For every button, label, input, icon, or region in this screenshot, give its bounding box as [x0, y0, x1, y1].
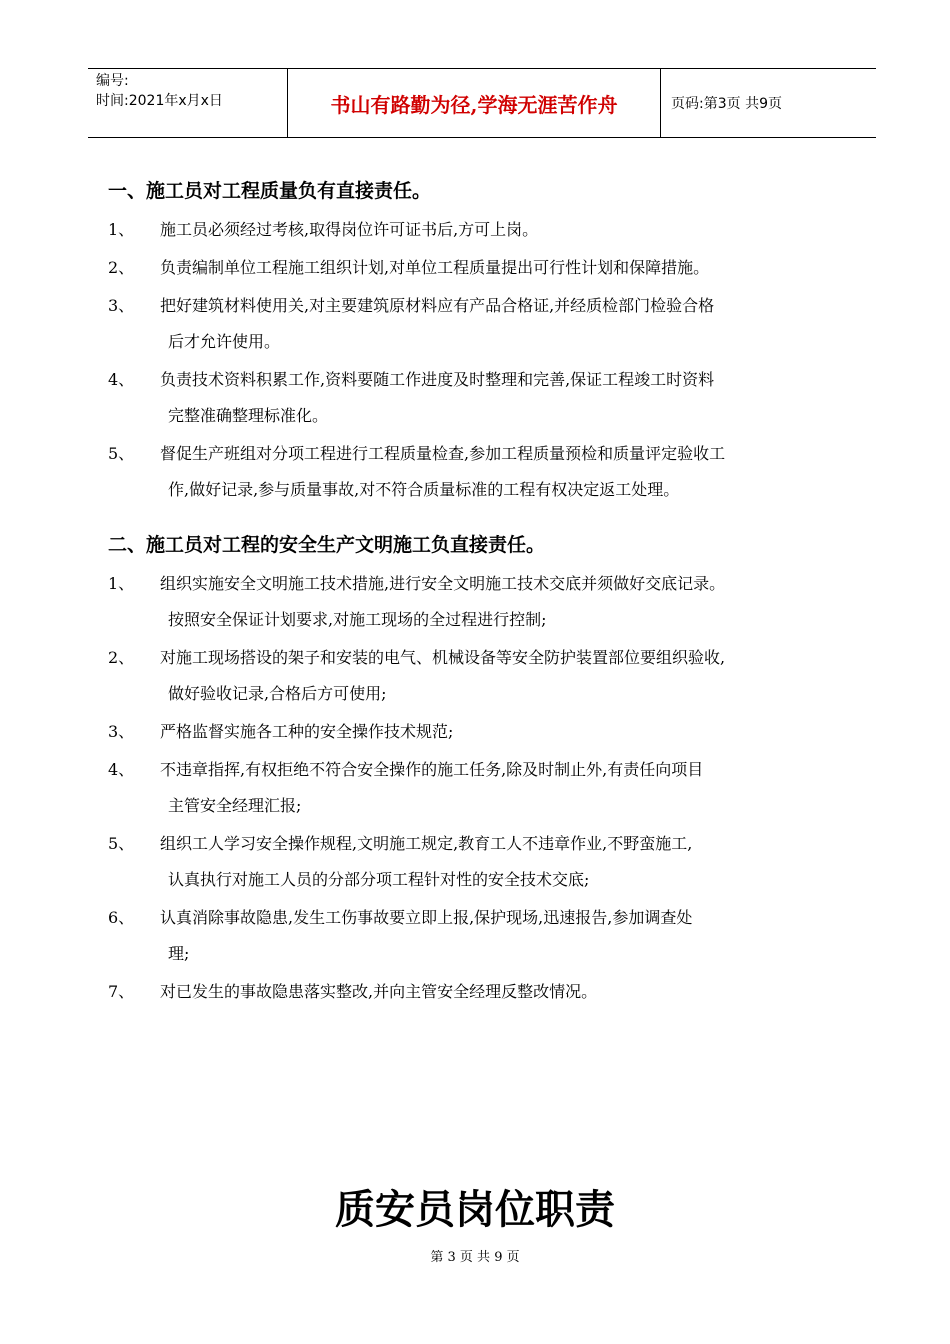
list-item-line: 对施工现场搭设的架子和安装的电气、机械设备等安全防护装置部位要组织验收,	[160, 648, 726, 667]
list-item	[108, 362, 868, 434]
header-page-info: 页码:第3页 共9页	[671, 96, 782, 112]
list-item-line: 督促生产班组对分项工程进行工程质量检查,参加工程质量预检和质量评定验收工	[160, 444, 726, 463]
section-title: 二、施工员对工程的安全生产文明施工负直接责任。	[108, 534, 546, 556]
list-item-line: 负责编制单位工程施工组织计划,对单位工程质量提出可行性计划和保障措施。	[160, 258, 710, 277]
list-item-text	[160, 566, 868, 638]
list-item-text	[160, 974, 868, 1010]
list-item	[108, 714, 868, 750]
list-item-number: 4、	[108, 370, 135, 389]
list-item	[108, 900, 868, 972]
list-item-number: 2、	[108, 258, 135, 277]
list-item-line: 主管安全经理汇报;	[168, 796, 302, 815]
list-item	[108, 288, 868, 360]
list-item-number: 3、	[108, 722, 135, 741]
list-item-text	[160, 288, 868, 360]
page-header	[88, 68, 876, 138]
list-item	[108, 212, 868, 248]
list-item-line: 组织工人学习安全操作规程,文明施工规定,教育工人不违章作业,不野蛮施工,	[160, 834, 693, 853]
next-section-title: 质安员岗位职责	[335, 1186, 615, 1233]
list-item-number: 5、	[108, 834, 135, 853]
list-item-line: 完整准确整理标准化。	[168, 406, 329, 425]
header-motto: 书山有路勤为径,学海无涯苦作舟	[288, 69, 661, 137]
list-item	[108, 250, 868, 286]
list-item-text	[160, 436, 868, 508]
list-item-text	[160, 212, 868, 248]
list-item	[108, 436, 868, 508]
page-footer: 第 3 页 共 9 页	[430, 1250, 520, 1265]
list-item-line: 后才允许使用。	[168, 332, 281, 351]
list-item	[108, 640, 868, 712]
list-item-line: 严格监督实施各工种的安全操作技术规范;	[160, 722, 454, 741]
list-item-line: 做好验收记录,合格后方可使用;	[168, 684, 387, 703]
header-meta	[88, 69, 288, 137]
list-item-line: 不违章指挥,有权拒绝不符合安全操作的施工任务,除及时制止外,有责任向项目	[160, 760, 704, 779]
list-item	[108, 752, 868, 824]
list-item-text	[160, 640, 868, 712]
list-item-line: 理;	[168, 944, 190, 963]
list-item-number: 1、	[108, 220, 135, 239]
list-item	[108, 566, 868, 638]
list-item	[108, 974, 868, 1010]
list-item-line: 负责技术资料积累工作,资料要随工作进度及时整理和完善,保证工程竣工时资料	[160, 370, 715, 389]
list-item-line: 把好建筑材料使用关,对主要建筑原材料应有产品合格证,并经质检部门检验合格	[160, 296, 715, 315]
list-item-number: 4、	[108, 760, 135, 779]
list-item-text	[160, 752, 868, 824]
section-title: 一、施工员对工程质量负有直接责任。	[108, 180, 432, 202]
header-number: 编号:	[96, 73, 129, 89]
list-item-line: 认真消除事故隐患,发生工伤事故要立即上报,保护现场,迅速报告,参加调查处	[160, 908, 693, 927]
list-item-number: 7、	[108, 982, 135, 1001]
list-item-text	[160, 250, 868, 286]
list-item-number: 3、	[108, 296, 135, 315]
list-item-line: 组织实施安全文明施工技术措施,进行安全文明施工技术交底并须做好交底记录。	[160, 574, 726, 593]
list-item-text	[160, 900, 868, 972]
list-item-line: 认真执行对施工人员的分部分项工程针对性的安全技术交底;	[168, 870, 590, 889]
list-item	[108, 826, 868, 898]
list-item-number: 5、	[108, 444, 135, 463]
list-item-line: 作,做好记录,参与质量事故,对不符合质量标准的工程有权决定返工处理。	[168, 480, 680, 499]
list-item-text	[160, 362, 868, 434]
list-item-number: 1、	[108, 574, 135, 593]
list-item-line: 对已发生的事故隐患落实整改,并向主管安全经理反整改情况。	[160, 982, 598, 1001]
list-item-text	[160, 826, 868, 898]
list-item-number: 6、	[108, 908, 135, 927]
list-item-line: 按照安全保证计划要求,对施工现场的全过程进行控制;	[168, 610, 547, 629]
list-item-text	[160, 714, 868, 750]
list-item-number: 2、	[108, 648, 135, 667]
document-body	[108, 170, 868, 1012]
list-item-line: 施工员必须经过考核,取得岗位许可证书后,方可上岗。	[160, 220, 539, 239]
header-time: 时间:2021年x月x日	[96, 93, 223, 109]
